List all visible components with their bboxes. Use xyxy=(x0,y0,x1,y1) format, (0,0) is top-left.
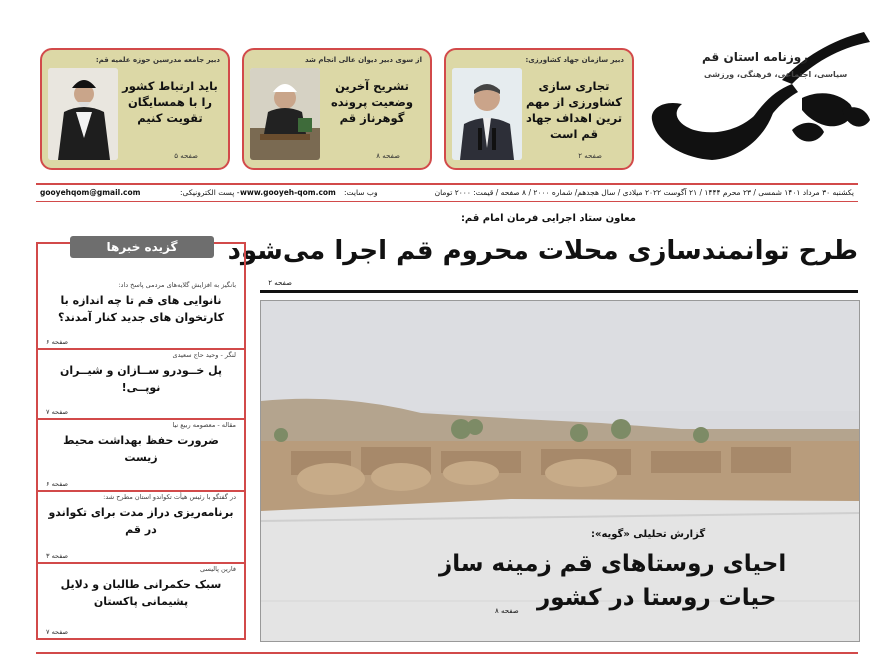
sidebar-item-kicker: لنگر - وحید حاج سعیدی xyxy=(172,351,236,359)
teaser-title: تجاری سازی کشاورزی از مهم ترین اهداف جهاد قم است xyxy=(525,79,623,141)
teaser-agriculture[interactable] xyxy=(444,48,634,170)
feature-photo[interactable] xyxy=(260,300,860,642)
lead-headline[interactable]: طرح توانمندسازی محلات محروم قم اجرا می‌شود xyxy=(227,236,858,266)
sidebar-item[interactable] xyxy=(38,562,244,638)
sidebar-item[interactable] xyxy=(38,278,244,350)
sidebar-item-headline: نانوایی های قم تا چه اندازه با کارتخوان های جدید کنار آمدند؟ xyxy=(57,294,225,324)
newspaper-logo xyxy=(642,20,882,170)
teaser-photo xyxy=(452,68,522,160)
lead-kicker: معاون ستاد اجرایی فرمان امام قم: xyxy=(460,213,636,224)
teaser-neighbors[interactable] xyxy=(40,48,230,170)
email-link[interactable]: gooyehqom@gmail.com xyxy=(40,188,141,197)
issue-info-bar xyxy=(36,183,858,202)
lead-rule xyxy=(260,290,858,293)
issue-date-line: یکشنبه ۳۰ مرداد ۱۴۰۱ شمسی / ۲۳ محرم ۱۴۴۴ / ۲۱ آگوست ۲۰۲۲ میلادی / سال هجدهم/ شماره ۲۰۰۰ / ۸ صفحه / قیمت: ۲۰۰۰ تومان xyxy=(434,188,854,197)
bottom-rule xyxy=(36,652,858,654)
sidebar-item-kicker: در گفتگو با رئیس هیأت تکواندو استان مطرح شد: xyxy=(103,493,236,501)
masthead-tagline: سیاسی، اجتماعی، فرهنگی، ورزشی xyxy=(704,70,848,79)
sidebar-item-kicker: مقاله - معصومه ربیع نیا xyxy=(172,421,236,429)
sidebar-item-headline: سبک حکمرانی طالبان و دلایل پشیمانی پاکستان xyxy=(60,578,222,608)
teaser-kicker: دبیر جامعه مدرسین حوزه علمیه قم: xyxy=(95,56,220,64)
news-roundup-sidebar xyxy=(36,242,246,640)
sidebar-item-page: صفحه ۷ xyxy=(46,408,69,416)
sidebar-item-page: صفحه ۷ xyxy=(46,628,69,636)
sidebar-item-headline: پل خــودرو ســازان و شیــران نوپــی! xyxy=(59,364,223,394)
feature-headline-line2: حیات روستا در کشور xyxy=(537,585,777,611)
sidebar-item-headline: ضرورت حفظ بهداشت محیط زیست xyxy=(63,434,219,464)
sidebar-item[interactable] xyxy=(38,490,244,564)
sidebar-title-tab xyxy=(70,236,214,258)
sidebar-item[interactable] xyxy=(38,348,244,420)
teaser-photo xyxy=(48,68,118,160)
sidebar-item-headline: برنامه‌ریزی دراز مدت برای تکواندو در قم xyxy=(48,506,234,536)
teaser-title: باید ارتباط کشور را با همسایگان تقویت کنیم xyxy=(122,79,218,125)
teaser-kicker: دبیر سازمان جهاد کشاورزی: xyxy=(525,56,624,64)
feature-headline-line1: احیای روستاهای قم زمینه ساز xyxy=(439,551,787,577)
teaser-photo xyxy=(250,68,320,160)
sidebar-title: گزیده خبرها xyxy=(106,240,178,254)
masthead-subtitle: روزنامه استان قم xyxy=(702,50,809,64)
teaser-kicker: از سوی دبیر دیوان عالی انجام شد xyxy=(304,56,422,64)
sidebar-item-kicker: بانگیز به افزایش گلایه‌های مردمی پاسخ داد: xyxy=(118,281,236,289)
feature-page: صفحه ۸ xyxy=(495,607,519,615)
teaser-title: تشریح آخرین وضعیت پرونده گوهرناز قم xyxy=(331,79,413,125)
sidebar-item-page: صفحه ۶ xyxy=(46,480,69,488)
teaser-page: صفحه ۸ xyxy=(376,152,400,160)
sidebar-item-kicker: فارین پالیسی xyxy=(200,565,236,573)
website-link[interactable]: www.gooyeh-qom.com xyxy=(240,188,336,197)
teaser-page: صفحه ۲ xyxy=(578,152,602,160)
lead-page: صفحه ۲ xyxy=(268,279,292,287)
feature-kicker: گزارش تحلیلی «گویه»: xyxy=(591,529,706,540)
sidebar-item-page: صفحه ۳ xyxy=(46,552,69,560)
teaser-court[interactable] xyxy=(242,48,432,170)
sidebar-item[interactable] xyxy=(38,418,244,492)
masthead xyxy=(642,20,882,170)
email-label: - پست الکترونیکی: xyxy=(180,188,240,197)
website-label: وب سایت: xyxy=(344,188,378,197)
teaser-page: صفحه ۵ xyxy=(174,152,198,160)
sidebar-item-page: صفحه ۶ xyxy=(46,338,69,346)
